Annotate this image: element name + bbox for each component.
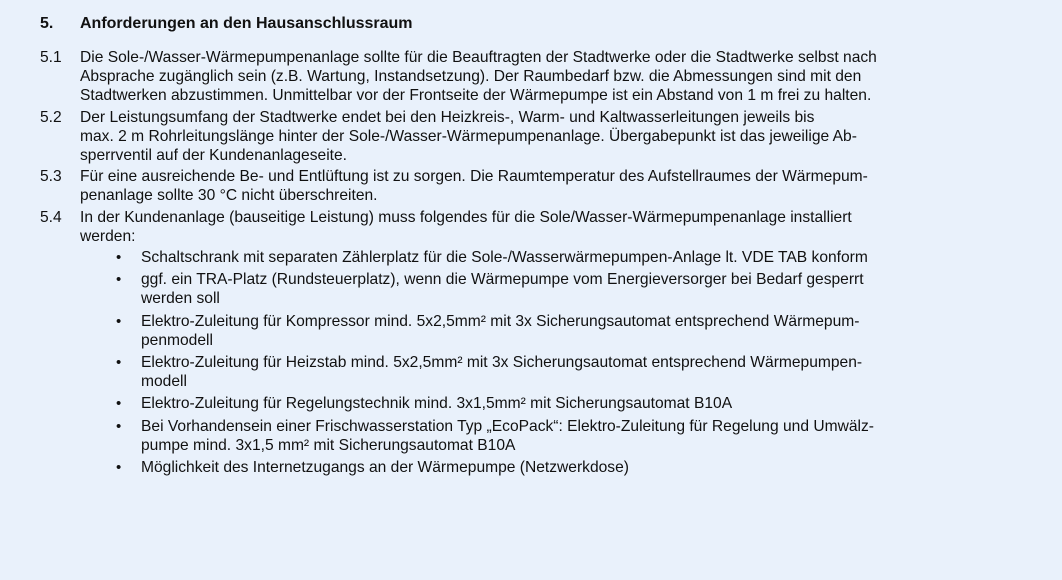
list-item — [80, 248, 1052, 267]
list-item — [80, 417, 1052, 455]
bullet-icon: • — [116, 249, 122, 267]
section-5-4 — [40, 208, 1052, 481]
section-5-1 — [40, 48, 1052, 106]
list-item — [80, 270, 1052, 308]
text-line: Bei Vorhandensein einer Frischwasserstation Typ „EcoPack“: Elektro-Zuleitung für Regelung und Umwälz- — [141, 417, 874, 435]
section-number: 5.3 — [40, 168, 62, 186]
list-item — [80, 458, 1052, 477]
text-line: werden soll — [141, 290, 220, 308]
text-line: modell — [141, 373, 187, 391]
list-item-text — [141, 458, 1052, 477]
section-heading — [40, 14, 1052, 34]
bullet-icon: • — [116, 271, 122, 289]
list-item-text — [141, 312, 1052, 350]
bullet-icon: • — [116, 354, 122, 372]
text-line: Elektro-Zuleitung für Kompressor mind. 5x2,5mm² mit 3x Sicherungsautomat entsprechend Wärmepum- — [141, 312, 860, 330]
text-line: pumpe mind. 3x1,5 mm² mit Sicherungsautomat B10A — [141, 436, 516, 454]
heading-title: Anforderungen an den Hausanschlussraum — [80, 15, 413, 32]
list-item-text — [141, 394, 1052, 413]
list-item-text — [141, 417, 1052, 455]
text-line: Der Leistungsumfang der Stadtwerke endet bei den Heizkreis-, Warm- und Kaltwasserleitungen jeweils bis — [80, 108, 815, 126]
list-item-text — [141, 270, 1052, 308]
section-number: 5.4 — [40, 208, 62, 226]
bullet-icon: • — [116, 312, 122, 330]
text-line: penanlage sollte 30 °C nicht überschreiten. — [80, 187, 378, 205]
text-line: Die Sole-/Wasser-Wärmepumpenanlage sollte für die Beauftragten der Stadtwerke oder die Stadtwerke selbst nach — [80, 49, 877, 66]
section-number: 5.2 — [40, 108, 62, 126]
bullet-icon: • — [116, 459, 122, 477]
bullet-icon: • — [116, 417, 122, 435]
text-line: In der Kundenanlage (bauseitige Leistung) muss folgendes für die Sole/Wasser-Wärmepumpenanlage installiert — [80, 208, 852, 226]
text-line: Absprache zugänglich sein (z.B. Wartung, Instandsetzung). Der Raumbedarf bzw. die Abmessungen sind mit den — [80, 68, 862, 86]
section-body — [80, 208, 1052, 481]
text-line: ggf. ein TRA-Platz (Rundsteuerplatz), wenn die Wärmepumpe vom Energieversorger bei Bedarf gesperrt — [141, 271, 864, 289]
text-line: Schaltschrank mit separaten Zählerplatz für die Sole-/Wasserwärmepumpen-Anlage lt. VDE TAB konform — [141, 249, 868, 267]
section-body — [80, 167, 1052, 205]
text-line: Elektro-Zuleitung für Heizstab mind. 5x2,5mm² mit 3x Sicherungsautomat entsprechend Wärmepumpen- — [141, 354, 863, 372]
text-line: Elektro-Zuleitung für Regelungstechnik mind. 3x1,5mm² mit Sicherungsautomat B10A — [141, 395, 733, 413]
bullet-icon: • — [116, 395, 122, 413]
section-body — [80, 108, 1052, 166]
text-line: max. 2 m Rohrleitungslänge hinter der Sole-/Wasser-Wärmepumpenanlage. Übergabepunkt ist das jeweilige Ab- — [80, 127, 857, 145]
list-item — [80, 312, 1052, 350]
section-number: 5.1 — [40, 49, 62, 66]
text-line: sperrventil auf der Kundenanlageseite. — [80, 147, 348, 165]
section-body — [80, 48, 1052, 106]
text-line: Stadtwerken abzustimmen. Unmittelbar vor der Frontseite der Wärmepumpe ist ein Abstand von 1 m frei zu halten. — [80, 87, 872, 105]
section-5-3 — [40, 167, 1052, 205]
heading-number: 5. — [40, 15, 54, 32]
list-item-text — [141, 248, 1052, 267]
text-line: Für eine ausreichende Be- und Entlüftung ist zu sorgen. Die Raumtemperatur des Aufstellraumes der Wärmepum- — [80, 168, 868, 186]
requirements-list — [80, 248, 1052, 477]
list-item — [80, 353, 1052, 391]
list-item — [80, 394, 1052, 413]
section-5-2 — [40, 108, 1052, 166]
text-line: penmodell — [141, 331, 213, 349]
text-line: werden: — [80, 227, 136, 245]
list-item-text — [141, 353, 1052, 391]
text-line: Möglichkeit des Internetzugangs an der Wärmepumpe (Netzwerkdose) — [141, 459, 629, 477]
